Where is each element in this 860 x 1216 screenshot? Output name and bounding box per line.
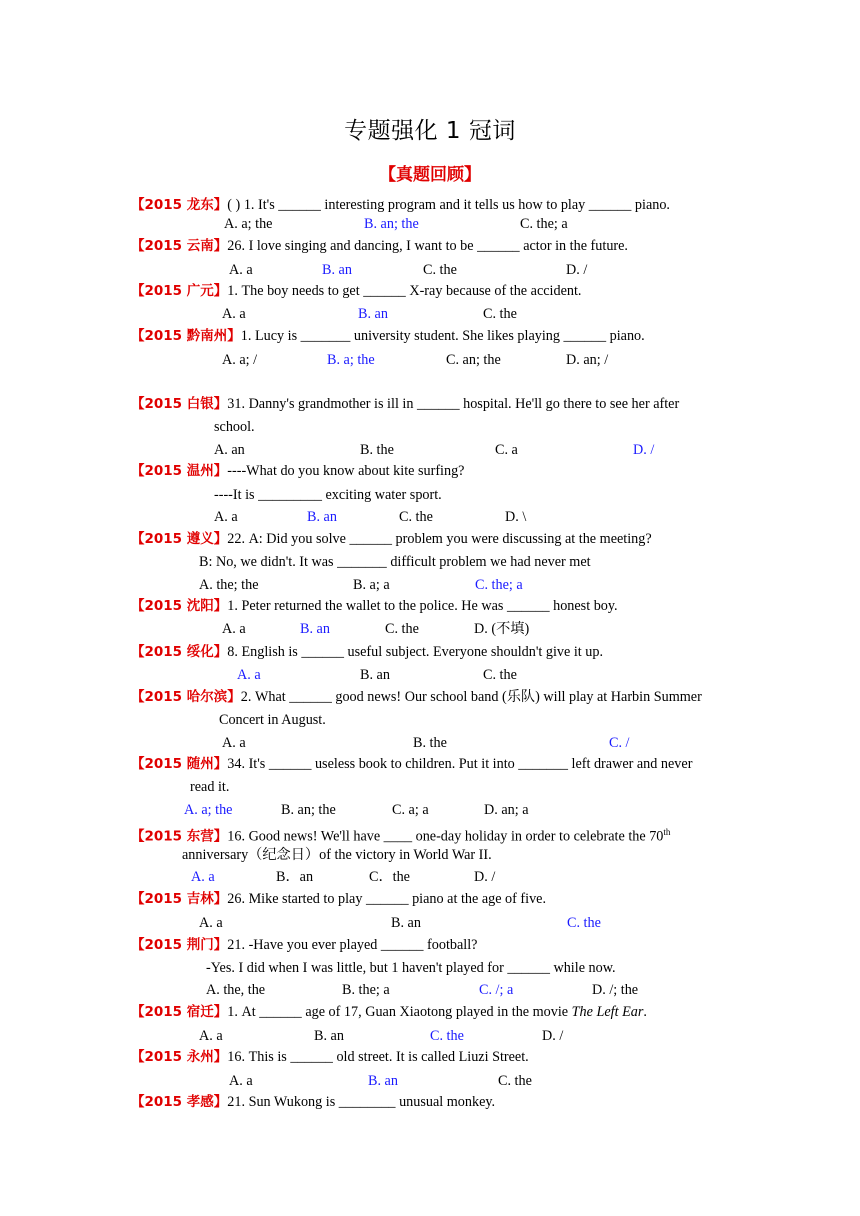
question-stem-continued: school.: [214, 419, 255, 435]
option-b: B. an: [360, 667, 390, 683]
question-stem-continued: B: No, we didn't. It was _______ difficult problem we had never met: [199, 554, 591, 570]
source-tag: 【2015 孝感】: [131, 1094, 228, 1110]
source-tag: 【2015 荆门】: [131, 937, 228, 953]
question-stem-continued: Concert in August.: [219, 712, 326, 728]
option-c-answer: C. /: [609, 735, 630, 751]
option-c: C. the: [385, 621, 419, 637]
option-a: A. a: [222, 621, 246, 637]
question-stem: ----What do you know about kite surfing?: [227, 463, 465, 479]
question-stem: 26. Mike started to play ______ piano at the age of five.: [227, 891, 547, 907]
option-d: D. \: [505, 509, 527, 525]
source-tag: 【2015 东营】: [131, 828, 228, 845]
question-11: [131, 755, 692, 773]
option-d: D. /: [566, 262, 588, 278]
option-c-answer: C. the; a: [475, 577, 523, 593]
page-title: 专题强化 1 冠词: [344, 118, 516, 144]
question-17: [131, 1093, 495, 1111]
source-tag: 【2015 吉林】: [131, 891, 228, 907]
option-a-answer: A. a; the: [184, 802, 233, 818]
option-a: A. a: [229, 1073, 253, 1089]
option-b-answer: B. an: [300, 621, 330, 637]
movie-title: The Left Ear: [571, 1004, 644, 1020]
question-3: [131, 282, 581, 300]
option-d: D. /; the: [592, 982, 639, 998]
question-8: [131, 597, 618, 615]
option-b-answer: B. a; the: [327, 352, 375, 368]
question-stem-continued: anniversary（纪念日）of the victory in World War II.: [182, 847, 492, 863]
source-tag: 【2015 沈阳】: [131, 598, 228, 614]
option-b: B. the: [360, 442, 394, 458]
source-tag: 【2015 广元】: [131, 283, 228, 299]
option-a: A. the, the: [206, 982, 266, 998]
option-c-answer: C. the: [430, 1028, 464, 1044]
option-c: C. the: [423, 262, 457, 278]
superscript: th: [663, 827, 671, 837]
question-stem: 1. Lucy is _______ university student. She likes playing ______ piano.: [240, 328, 645, 344]
option-b: B．an: [276, 869, 314, 885]
option-d: D. /: [542, 1028, 564, 1044]
question-stem-continued: read it.: [190, 779, 230, 795]
option-b-answer: B. an: [368, 1073, 398, 1089]
question-stem: 1. The boy needs to get ______ X-ray because of the accident.: [227, 283, 582, 299]
option-b: B. the: [413, 735, 447, 751]
question-stem: 16. Good news! We'll have ____ one-day holiday in order to celebrate the 70: [227, 828, 664, 845]
option-a: A. a: [199, 915, 223, 931]
question-14: [131, 936, 477, 954]
source-tag: 【2015 龙东】: [131, 197, 228, 213]
option-a: A. a; the: [224, 216, 273, 232]
question-stem: 8. English is ______ useful subject. Everyone shouldn't give it up.: [227, 644, 604, 660]
source-tag: 【2015 随州】: [131, 756, 228, 772]
source-tag: 【2015 温州】: [131, 463, 228, 479]
option-b-answer: B. an: [307, 509, 337, 525]
option-c: C. the: [498, 1073, 532, 1089]
option-d: D. /: [474, 869, 496, 885]
question-5: [131, 395, 679, 413]
question-12: [131, 823, 670, 846]
question-stem: 21. Sun Wukong is ________ unusual monkey.: [227, 1094, 496, 1110]
option-d-answer: D. /: [633, 442, 655, 458]
option-a: A. a; /: [222, 352, 258, 368]
question-2: [131, 237, 628, 255]
question-stem: 1. At ______ age of 17, Guan Xiaotong played in the movie: [227, 1004, 572, 1020]
option-c: C．the: [369, 869, 410, 885]
source-tag: 【2015 绥化】: [131, 644, 228, 660]
option-b-answer: B. an: [358, 306, 388, 322]
option-a-answer: A. a: [237, 667, 261, 683]
question-stem: 31. Danny's grandmother is ill in ______ hospital. He'll go there to see her after: [227, 396, 680, 412]
question-13: [131, 890, 546, 908]
option-c-answer: C. /; a: [479, 982, 514, 998]
option-c: C. a: [495, 442, 518, 458]
option-b: B. an: [391, 915, 421, 931]
question-4: [131, 327, 645, 345]
option-a: A. a: [229, 262, 253, 278]
option-c: C. the; a: [520, 216, 568, 232]
source-tag: 【2015 宿迁】: [131, 1004, 228, 1020]
option-a: A. the; the: [199, 577, 259, 593]
question-stem: 22. A: Did you solve ______ problem you were discussing at the meeting?: [227, 531, 652, 547]
question-stem: 16. This is ______ old street. It is called Liuzi Street.: [227, 1049, 529, 1065]
period: .: [643, 1004, 647, 1020]
source-tag: 【2015 黔南州】: [131, 328, 241, 344]
option-d: D. an; /: [566, 352, 609, 368]
option-a: A. a: [199, 1028, 223, 1044]
option-c: C. the: [483, 667, 517, 683]
option-b: B. the; a: [342, 982, 390, 998]
option-a: A. a: [222, 735, 246, 751]
option-b: B. an; the: [281, 802, 336, 818]
question-6: [131, 462, 464, 480]
option-b: B. a; a: [353, 577, 390, 593]
option-a: A. a: [222, 306, 246, 322]
option-d: D. (不填): [474, 621, 530, 637]
option-c: C. an; the: [446, 352, 501, 368]
question-stem: 2. What ______ good news! Our school band (乐队) will play at Harbin Summer: [240, 689, 702, 705]
question-stem-continued: -Yes. I did when I was little, but 1 haven't played for ______ while now.: [206, 960, 616, 976]
question-stem: ( ) 1. It's ______ interesting program and it tells us how to play ______ piano.: [227, 197, 670, 213]
option-a-answer: A. a: [191, 869, 215, 885]
question-stem: 26. I love singing and dancing, I want to be ______ actor in the future.: [227, 238, 628, 254]
question-9: [131, 643, 603, 661]
question-10: [131, 688, 702, 706]
question-stem-continued: ----It is _________ exciting water sport.: [214, 487, 442, 503]
source-tag: 【2015 云南】: [131, 238, 228, 254]
source-tag: 【2015 遵义】: [131, 531, 228, 547]
option-c: C. the: [483, 306, 517, 322]
question-1: [131, 196, 670, 214]
section-heading: 【真题回顾】: [379, 165, 481, 185]
question-15: [131, 1003, 647, 1021]
source-tag: 【2015 永州】: [131, 1049, 228, 1065]
option-b-answer: B. an; the: [364, 216, 419, 232]
option-b-answer: B. an: [322, 262, 352, 278]
option-d: D. an; a: [484, 802, 529, 818]
option-a: A. an: [214, 442, 245, 458]
question-7: [131, 530, 652, 548]
question-16: [131, 1048, 529, 1066]
option-b: B. an: [314, 1028, 344, 1044]
option-c-answer: C. the: [567, 915, 601, 931]
option-c: C. a; a: [392, 802, 429, 818]
question-stem: 21. -Have you ever played ______ football?: [227, 937, 478, 953]
source-tag: 【2015 哈尔滨】: [131, 689, 241, 705]
source-tag: 【2015 白银】: [131, 396, 228, 412]
option-a: A. a: [214, 509, 238, 525]
option-c: C. the: [399, 509, 433, 525]
question-stem: 34. It's ______ useless book to children. Put it into _______ left drawer and never: [227, 756, 693, 772]
question-stem: 1. Peter returned the wallet to the police. He was ______ honest boy.: [227, 598, 618, 614]
